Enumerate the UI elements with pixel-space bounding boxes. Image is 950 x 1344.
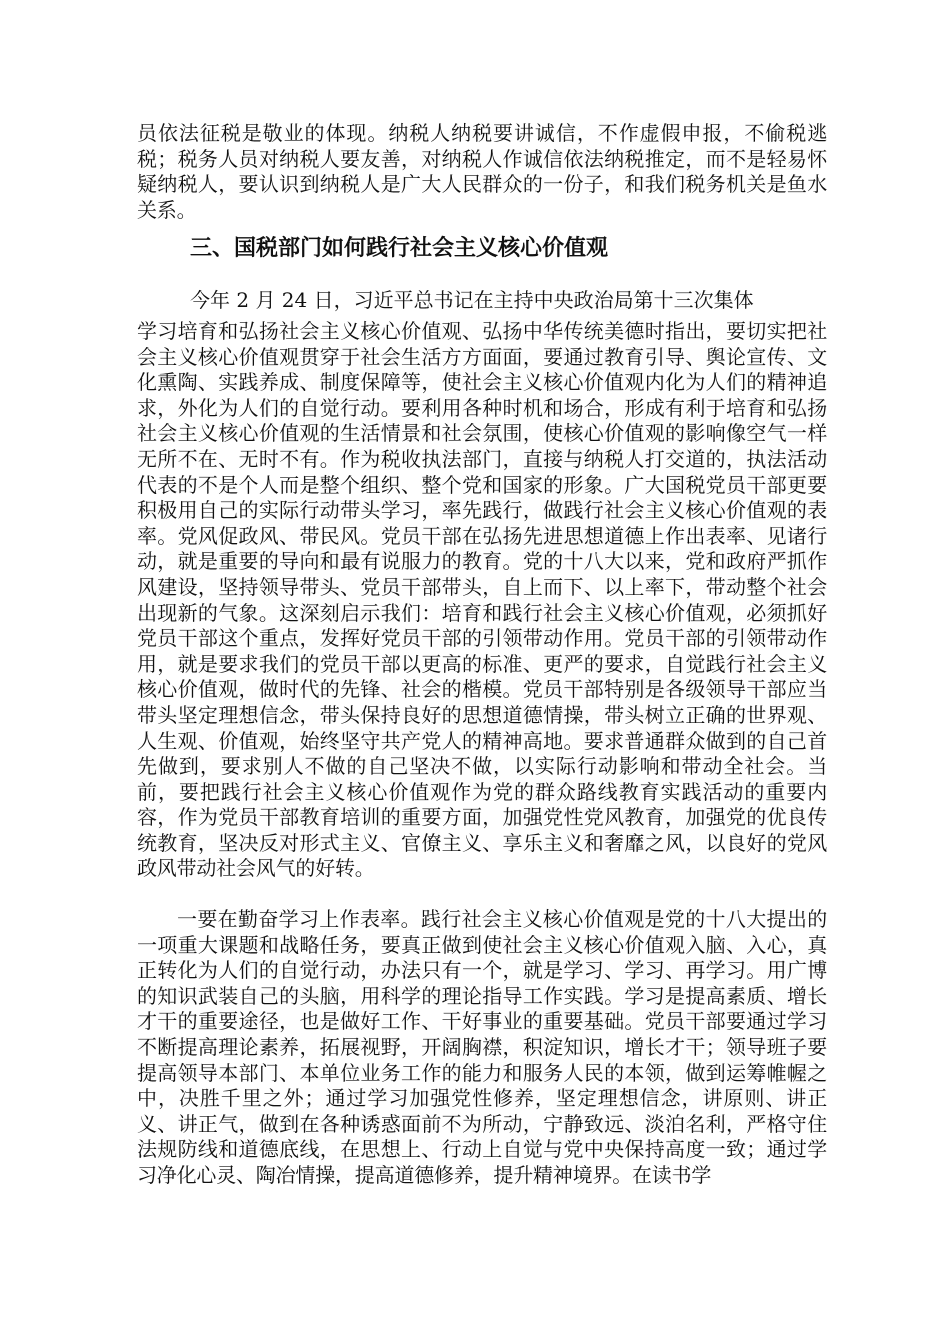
- section-heading: 三、国税部门如何践行社会主义核心价值观: [190, 236, 609, 261]
- body-paragraph-2: 学习培育和弘扬社会主义核心价值观、弘扬中华传统美德时指出，要切实把社会主义核心价值观贯穿于社会生活方方面面，要通过教育引导、舆论宣传、文化熏陶、实践养成、制度保障等，使社会主义核心价值观内化为人们的精神追求，外化为人们的自觉行动。要利用各种时机和场合，形成有利于培育和弘扬社会主义核心价值观的生活情景和社会氛围，使核心价值观的影响像空气一样无所不在、无时不有。作为税收执法部门，直接与纳税人打交道的，执法活动代表的不是个人而是整个组织、整个党和国家的形象。广大国税党员干部更要积极用自己的实际行动带头学习，率先践行，做践行社会主义核心价值观的表率。党风促政风、带民风。党员干部在弘扬先进思想道德上作出表率、见诸行动，就是重要的导向和最有说服力的教育。党的十八大以来，党和政府严抓作风建设，坚持领导带头、党员干部带头，自上而下、以上率下，带动整个社会出现新的气象。这深刻启示我们：培育和践行社会主义核心价值观，必须抓好党员干部这个重点，发挥好党员干部的引领带动作用。党员干部的引领带动作用，就是要求我们的党员干部以更高的标准、更严的要求，自觉践行社会主义核心价值观，做时代的先锋、社会的楷模。党员干部特别是各级领导干部应当带头坚定理想信念，带头保持良好的思想道德情操，带头树立正确的世界观、人生观、价值观，始终坚守共产党人的精神高地。要求普通群众做到的自己首先做到，要求别人不做的自己坚决不做，以实际行动影响和带动全社会。当前，要把践行社会主义核心价值观作为党的群众路线教育实践活动的重要内容，作为党员干部教育培训的重要方面，加强党性党风教育，加强党的优良传统教育，坚决反对形式主义、官僚主义、享乐主义和奢靡之风，以良好的党风政风带动社会风气的好转。: [137, 319, 827, 881]
- body-paragraph-3: 一要在勤奋学习上作表率。践行社会主义核心价值观是党的十八大提出的一项重大课题和战略任务，要真正做到使社会主义核心价值观入脑、入心，真正转化为人们的自觉行动，办法只有一个，就是学习、学习、再学习。用广博的知识武装自己的头脑，用科学的理论指导工作实践。学习是提高素质、增长才干的重要途径，也是做好工作、干好事业的重要基础。党员干部要通过学习不断提高理论素养，拓展视野，开阔胸襟，积淀知识，增长才干；领导班子要提高领导本部门、本单位业务工作的能力和服务人民的本领，做到运筹帷幄之中，决胜千里之外；通过学习加强党性修养，坚定理想信念，讲原则、讲正义、讲正气，做到在各种诱惑面前不为所动，宁静致远、淡泊名利，严格守住法规防线和道德底线，在思想上、行动上自觉与党中央保持高度一致；通过学习净化心灵、陶冶情操，提高道德修养，提升精神境界。在读书学: [137, 907, 827, 1187]
- body-paragraph-2-first-line: 今年 2 月 24 日，习近平总书记在主持中央政治局第十三次集体: [190, 288, 754, 312]
- body-paragraph-1: 员依法征税是敬业的体现。纳税人纳税要讲诚信，不作虚假申报，不偷税逃税；税务人员对纳税人要友善，对纳税人作诚信依法纳税推定，而不是轻易怀疑纳税人，要认识到纳税人是广大人民群众的一份子，和我们税务机关是鱼水关系。: [137, 121, 827, 222]
